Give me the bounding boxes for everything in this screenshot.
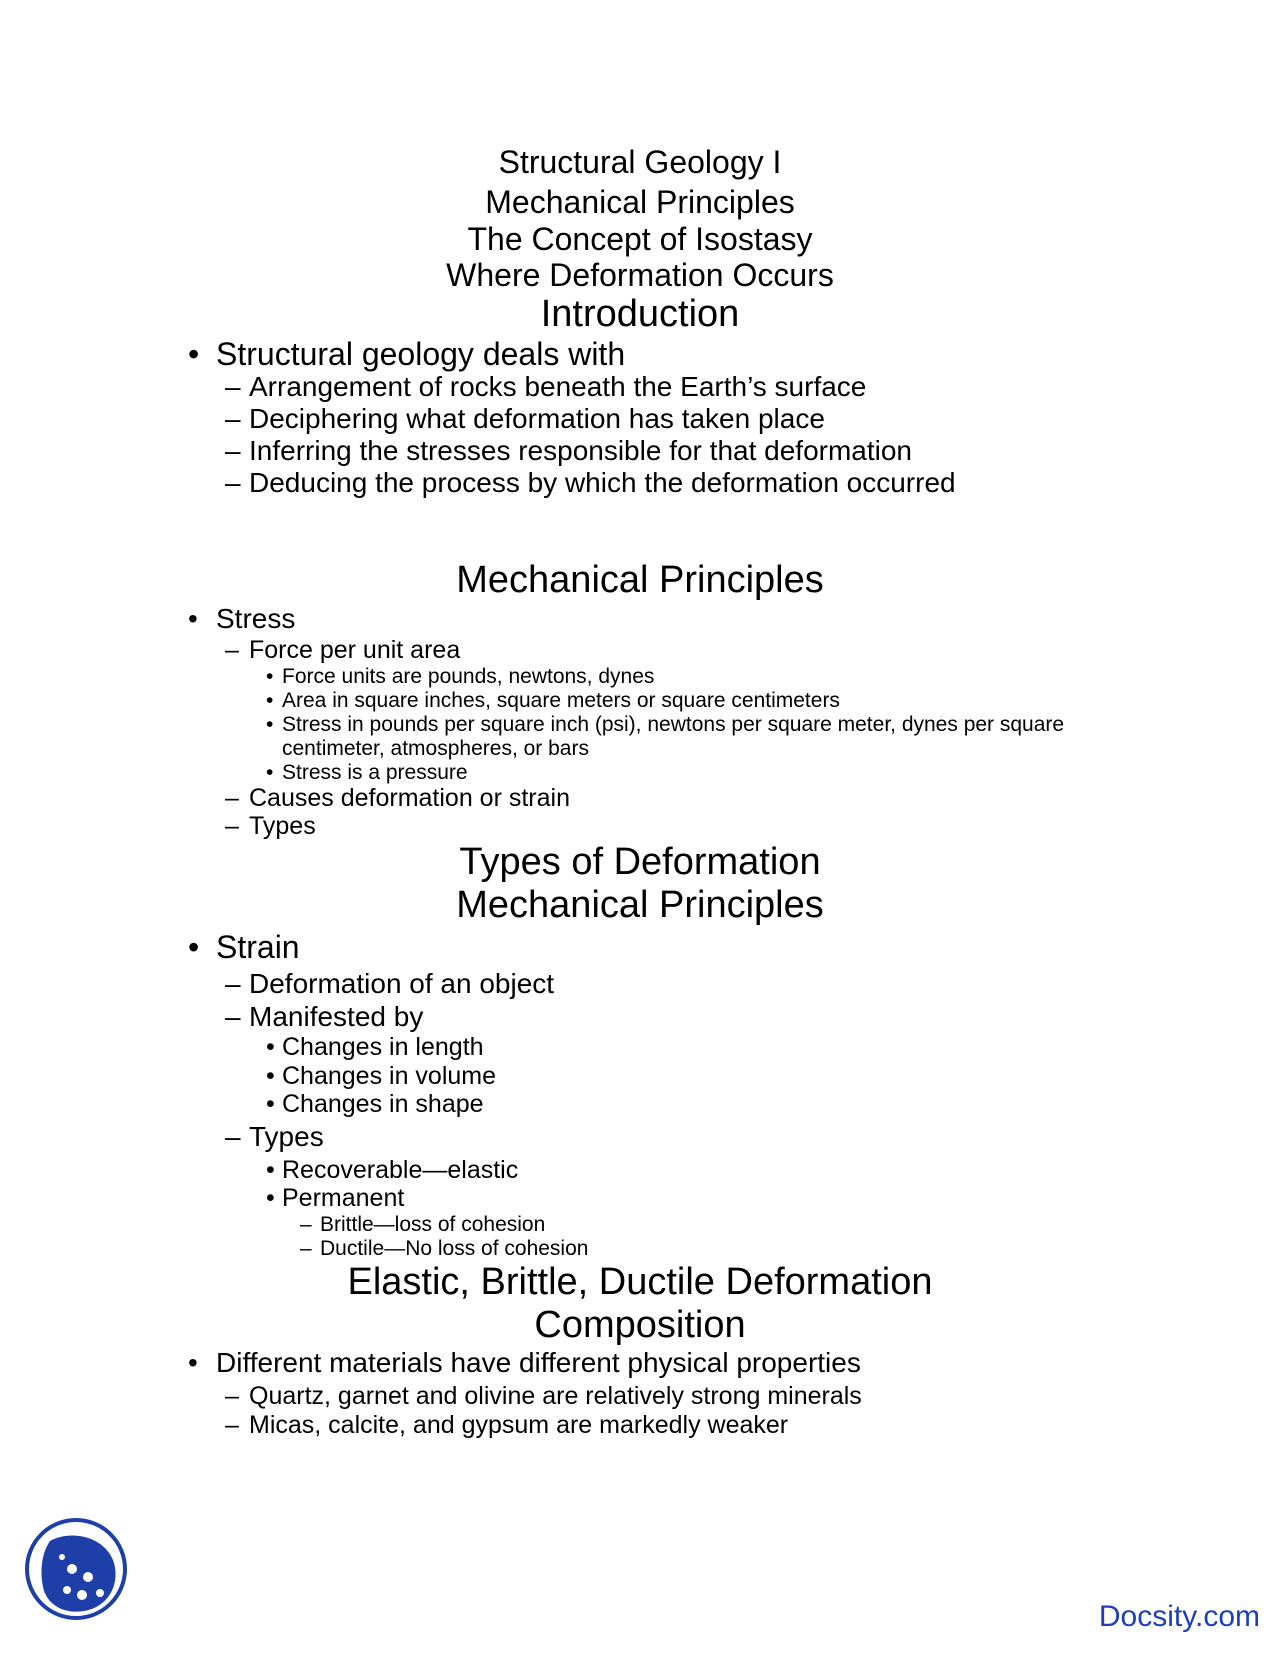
bullet-symbol: • (266, 761, 274, 784)
intro-item: Arrangement of rocks beneath the Earth’s surface (249, 371, 867, 402)
title-line-3: The Concept of Isostasy (467, 221, 813, 257)
stress-sub: Force per unit area (249, 636, 461, 664)
intro-heading: Introduction (540, 293, 740, 335)
strain-change: Changes in length (282, 1033, 484, 1061)
stress-sub: Types (249, 812, 316, 840)
dash-symbol: – (225, 1001, 241, 1032)
bullet-symbol: • (188, 1347, 198, 1378)
mech-heading: Mechanical Principles (456, 559, 824, 601)
dash-symbol: – (225, 636, 239, 664)
bullet-symbol: • (266, 713, 274, 736)
bullet-symbol: • (266, 1090, 275, 1118)
title-line-4: Where Deformation Occurs (446, 257, 834, 293)
permanent-type: Ductile—No loss of cohesion (320, 1237, 589, 1260)
bullet-symbol: • (188, 929, 200, 965)
stress-detail: Area in square inches, square meters or square centimeters (282, 689, 840, 712)
intro-bullet: Structural geology deals with (216, 336, 626, 372)
dash-symbol: – (300, 1237, 312, 1260)
bullet-symbol: • (188, 336, 200, 372)
intro-item: Deciphering what deformation has taken place (249, 403, 825, 434)
title-line-1: Structural Geology I (498, 144, 782, 180)
dash-symbol: – (225, 403, 241, 434)
intro-item: Deducing the process by which the deformation occurred (249, 467, 956, 498)
stress-detail: Stress in pounds per square inch (psi), newtons per square meter, dynes per square (282, 713, 1065, 736)
dash-symbol: – (225, 435, 241, 466)
composition-bullet: Different materials have different physical properties (216, 1347, 861, 1378)
bullet-symbol: • (266, 665, 274, 688)
types-subheading: Mechanical Principles (456, 884, 824, 926)
bullet-symbol: • (266, 1062, 275, 1090)
stress-detail: Stress is a pressure (282, 761, 468, 784)
dash-symbol: – (225, 1382, 239, 1410)
bullet-symbol: • (188, 603, 198, 634)
stress-sub: Causes deformation or strain (249, 784, 570, 812)
bullet-symbol: • (266, 1156, 275, 1184)
strain-sub: Manifested by (249, 1001, 424, 1032)
stress-detail: Force units are pounds, newtons, dynes (282, 665, 655, 688)
bullet-symbol: • (266, 1033, 275, 1061)
elastic-heading: Elastic, Brittle, Ductile Deformation (347, 1261, 933, 1303)
dash-symbol: – (225, 1121, 241, 1152)
stress-detail-continued: centimeter, atmospheres, or bars (282, 737, 589, 760)
strain-type: Recoverable—elastic (282, 1156, 519, 1184)
dash-symbol: – (225, 812, 239, 840)
title-line-2: Mechanical Principles (485, 184, 795, 220)
dash-symbol: – (225, 467, 241, 498)
permanent-type: Brittle—loss of cohesion (320, 1213, 546, 1236)
composition-item: Micas, calcite, and gypsum are markedly weaker (249, 1411, 789, 1439)
composition-heading: Composition (534, 1304, 746, 1346)
bullet-symbol: • (266, 1184, 275, 1212)
types-heading: Types of Deformation (459, 841, 821, 883)
stress-bullet: Stress (216, 603, 296, 634)
composition-item: Quartz, garnet and olivine are relatively strong minerals (249, 1382, 862, 1410)
dash-symbol: – (225, 784, 239, 812)
strain-sub: Types (249, 1121, 324, 1152)
intro-item: Inferring the stresses responsible for that deformation (249, 435, 913, 466)
docsity-brand[interactable]: Docsity.com (1098, 1600, 1260, 1633)
bullet-symbol: • (266, 689, 274, 712)
strain-sub: Deformation of an object (249, 968, 555, 999)
dash-symbol: – (300, 1213, 312, 1236)
docsity-logo-icon[interactable] (22, 1515, 130, 1623)
strain-bullet: Strain (216, 929, 300, 965)
strain-change: Changes in shape (282, 1090, 484, 1118)
dash-symbol: – (225, 968, 241, 999)
dash-symbol: – (225, 1411, 239, 1439)
dash-symbol: – (225, 371, 241, 402)
strain-change: Changes in volume (282, 1062, 497, 1090)
strain-type: Permanent (282, 1184, 405, 1212)
